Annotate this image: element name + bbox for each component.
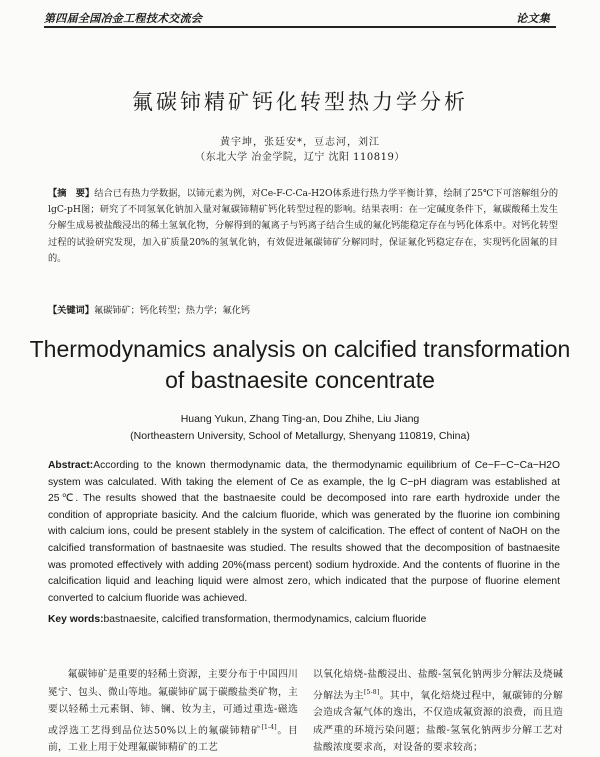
body-right-column [313,666,563,757]
en-abstract [48,458,560,607]
cn-keywords-text: 氟碳铈矿；钙化转型；热力学；氟化钙 [93,305,251,316]
running-header [44,8,556,28]
citation-ref: [5-8] [364,688,380,696]
en-abstract-label: Abstract: [48,460,94,471]
en-title-line2: of bastnaesite concentrate [165,367,435,393]
en-title-line1: Thermodynamics analysis on calcified transformation [29,336,571,362]
citation-ref: [1-4] [261,723,277,731]
en-keywords [48,614,560,625]
en-keywords-label: Key words: [48,614,104,625]
body-left-text: 氟碳铈矿是重要的轻稀土资源，主要分布于中国四川冕宁、包头、微山等地。氟碳铈矿属于碳酸盐类矿物，主要以轻稀土元素铜、铈、镧、钕为主，可通过重选-磁选或浮选工艺得到品位达50%以上的氟碳铈精矿 [48,669,298,736]
en-title [0,334,600,396]
cn-affiliation: （东北大学 冶金学院，辽宁 沈阳 110819） [195,152,405,163]
cn-keywords-label: 【关键词】 [48,305,94,316]
body-right-text-a: 以氧化焙烧-盐酸浸出、盐酸-氢氧化钠两步分解法及烧碱分解法为主 [313,669,563,701]
body-right-text-b: 。其中，氧化焙烧过程中，氟碳铈的分解会造成含氟气体的逸出，不仅造成氟资源的浪费，而且造成严重的环境污染问题；盐酸-氢氧化钠两步分解工艺对盐酸浓度要求高，对设备的要求较高； [313,689,563,754]
cn-keywords [48,302,558,316]
en-keywords-text: bastnaesite, calcified transformation, thermodynamics, calcium fluoride [103,614,427,625]
cn-abstract-label: 【摘 要】 [48,188,95,199]
cn-abstract [48,186,558,267]
en-abstract-text: According to the known thermodynamic data, the thermodynamic equilibrium of Ce−F−C−Ca−H2O system was calculated. With taking the element of Ce as example, the lg C−pH diagram was established at 25℃. The results showed that the bastnaesite could be decomposed into rare earth hydroxide under the condition of appropriate basicity. And the calcium fluoride, which was generated by the fluorine ion combining with calcium ions, could be present stablely in the system of calcification. The effect of content of NaOH on the calcified transformation of bastnaesite was studied. The results showed that the decomposition of bastnaesite was promoted effectively with adding 20%(mass percent) sodium hydroxide. And the contents of fluorine in the calcification liquid and leaching liquid were almost zero, which indicated that the purpose of fluorine element converted to calcium fluoride was achieved. [48,460,560,604]
en-authors: Huang Yukun, Zhang Ting-an, Dou Zhihe, Liu Jiang [180,413,420,425]
section-name: 论文集 [516,12,550,25]
cn-abstract-text: 结合已有热力学数据，以铈元素为例，对Ce-F-C-Ca-H2O体系进行热力学平衡计算，绘制了25℃下可溶解组分的lgC-pH图；研究了不同氢氧化钠加入量对氟碳铈精矿钙化转型过程的影响。结果表明：在一定碱度条件下，氟碳酸稀土发生分解生成易被盐酸浸出的稀土氢氧化物，分解得到的氟离子与钙离子结合生成的氟化钙能稳定存在与钙化体系中。对钙化转型过程的试验研究发现，加入矿质量20%的氢氧化钠，有效促进氟碳铈矿分解同时，保证氟化钙稳定存在，实现钙化固氟的目的。 [48,188,559,264]
journal-name: 第四届全国冶金工程技术交流会 [44,12,203,25]
body-left-tail: 。目前，工业上用于处理氟碳铈精矿的工艺 [48,724,298,754]
cn-authors: 黄宇坤，张廷安*，豆志河，刘江 [220,137,380,148]
en-authors-block [0,411,600,445]
body-left-column [48,666,298,757]
en-affiliation: (Northeastern University, School of Metallurgy, Shenyang 110819, China) [130,430,470,442]
cn-title: 氟碳铈精矿钙化转型热力学分析 [132,90,468,114]
